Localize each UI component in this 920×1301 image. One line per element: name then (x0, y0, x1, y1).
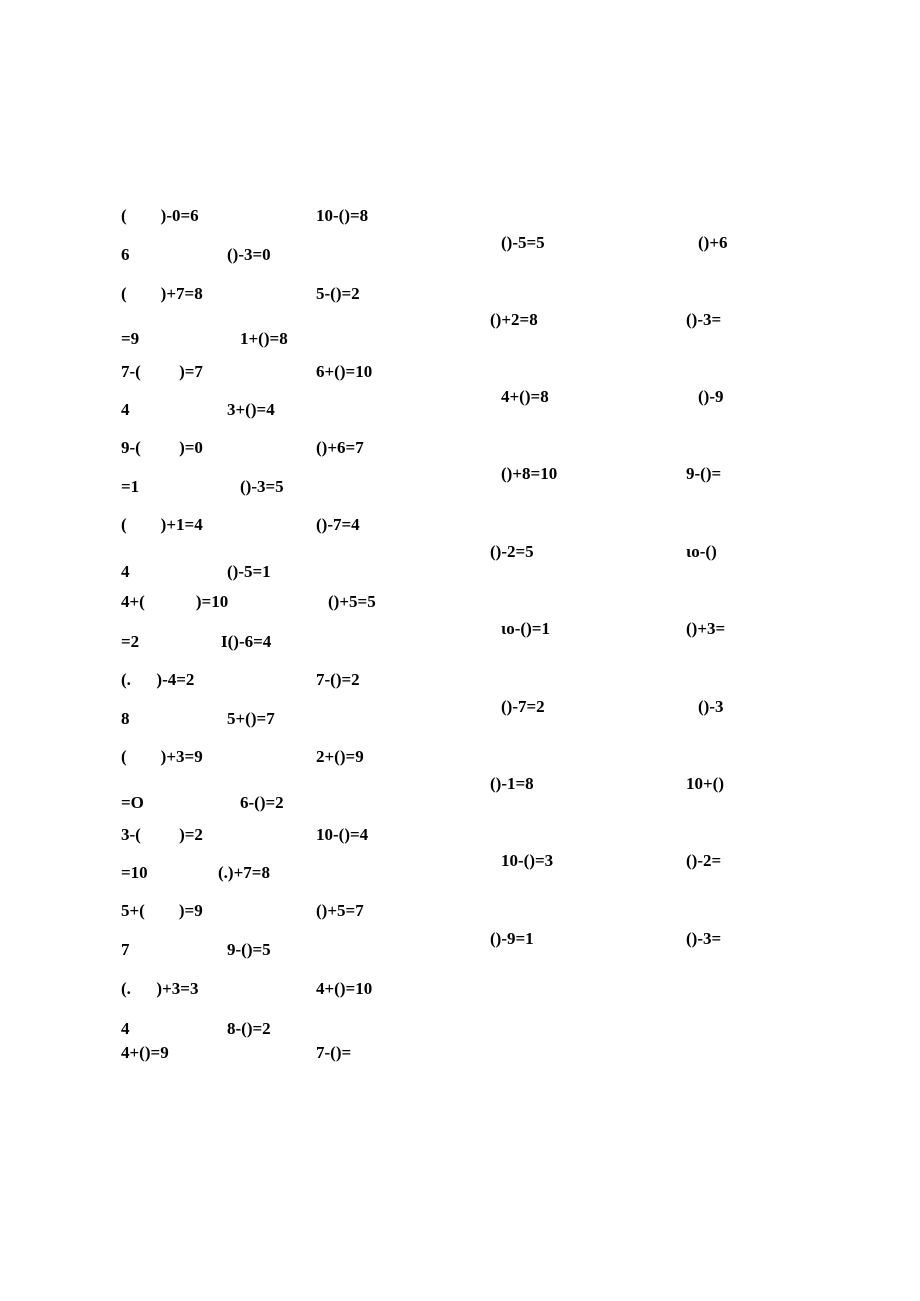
equation: (. )+3=3 (121, 979, 199, 998)
equation: ()+8=10 (501, 464, 558, 483)
equation: 4+()=8 (501, 387, 549, 406)
equation: 10-()=3 (501, 851, 554, 870)
equation: 4+()=9 (121, 1043, 169, 1062)
equation: (.)+7=8 (218, 863, 270, 882)
equation: =10 (121, 863, 148, 882)
equation: ()+5=5 (328, 592, 376, 611)
equation: ()+2=8 (490, 310, 538, 329)
equation: 8 (121, 709, 130, 728)
equation: ()-7=2 (501, 697, 545, 716)
equation: ()+5=7 (316, 901, 364, 920)
equation: 4 (121, 562, 130, 581)
equation: ( )+3=9 (121, 747, 203, 766)
equation: 4+( )=10 (121, 592, 229, 611)
equation: ()-3=5 (240, 477, 284, 496)
equation: =O (121, 793, 144, 812)
equation: 7-( )=7 (121, 362, 203, 381)
equation: 9-( )=0 (121, 438, 203, 457)
equation: 10-()=4 (316, 825, 369, 844)
equation: =2 (121, 632, 140, 651)
equation: 1+()=8 (240, 329, 288, 348)
equation: I()-6=4 (221, 632, 272, 651)
equation: ()-9 (698, 387, 724, 406)
equation: 5-()=2 (316, 284, 360, 303)
equation: ιo-()=1 (501, 619, 550, 638)
equation: 10+() (686, 774, 725, 793)
equation: 3-( )=2 (121, 825, 203, 844)
equation: ()-7=4 (316, 515, 360, 534)
equation: 9-()= (686, 464, 722, 483)
equation: 2+()=9 (316, 747, 364, 766)
equation: 6-()=2 (240, 793, 284, 812)
equation: 6+()=10 (316, 362, 373, 381)
equation: 10-()=8 (316, 206, 369, 225)
equation: 4 (121, 400, 130, 419)
equation: ()+6=7 (316, 438, 364, 457)
equation: 3+()=4 (227, 400, 275, 419)
equation: ()-5=1 (227, 562, 271, 581)
equation: ()-1=8 (490, 774, 534, 793)
equation: ( )+7=8 (121, 284, 203, 303)
equation: ( )-0=6 (121, 206, 199, 225)
equation: ()-3 (698, 697, 724, 716)
equation: 4 (121, 1019, 130, 1038)
equation: 4+()=10 (316, 979, 373, 998)
equation: ()-5=5 (501, 233, 545, 252)
equation: (. )-4=2 (121, 670, 195, 689)
equation: ()-9=1 (490, 929, 534, 948)
equation: 9-()=5 (227, 940, 271, 959)
equation: 6 (121, 245, 130, 264)
equation: 7-()=2 (316, 670, 360, 689)
equation: 7 (121, 940, 130, 959)
equation: ιo-() (686, 542, 717, 561)
equation: 5+( )=9 (121, 901, 203, 920)
equation: ()+3= (686, 619, 726, 638)
equation: ()-3=0 (227, 245, 271, 264)
equation: ()-2=5 (490, 542, 534, 561)
equation: =9 (121, 329, 140, 348)
equation: ()-2= (686, 851, 722, 870)
equation: 7-()= (316, 1043, 352, 1062)
equation: ()-3= (686, 310, 722, 329)
equation: 8-()=2 (227, 1019, 271, 1038)
equation: ()-3= (686, 929, 722, 948)
equation: =1 (121, 477, 140, 496)
equation: ()+6 (698, 233, 728, 252)
equation: ( )+1=4 (121, 515, 203, 534)
equation: 5+()=7 (227, 709, 275, 728)
